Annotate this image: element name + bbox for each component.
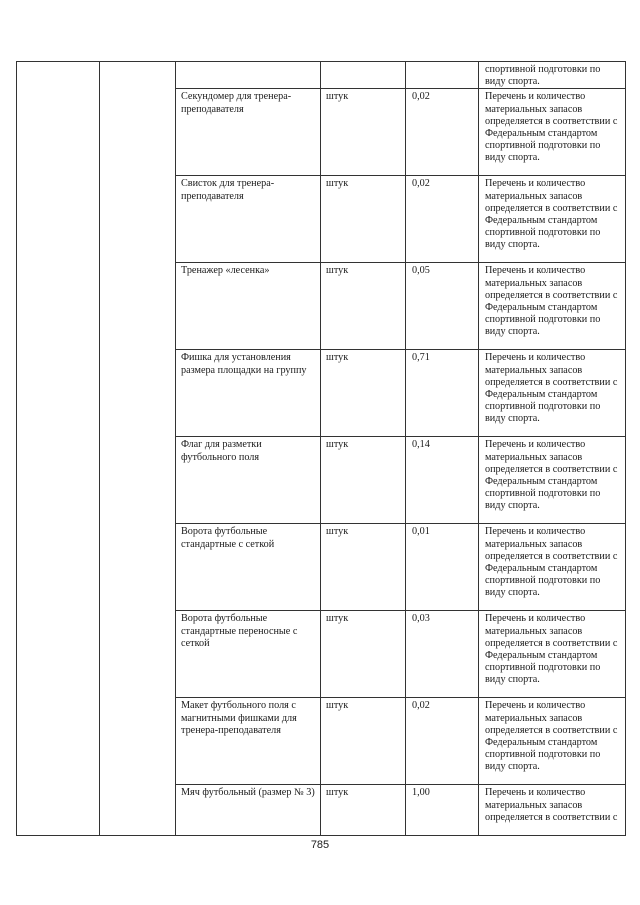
item-name: Свисток для тренера-преподавателя xyxy=(181,178,275,202)
quantity-cell xyxy=(406,350,479,437)
page-number: 785 xyxy=(310,839,330,851)
quantity-cell xyxy=(406,176,479,263)
unit-cell xyxy=(321,263,406,350)
notes-cell xyxy=(479,350,626,437)
item-notes: спортивной подготовки по виду спорта. xyxy=(485,64,601,88)
unit-cell xyxy=(321,611,406,698)
unit-cell xyxy=(321,524,406,611)
item-notes: Перечень и количество материальных запасов определяется в соответствии с Федеральным стандартом спортивной подготовки по виду спорта. xyxy=(485,91,618,164)
item-name: Секундомер для тренера-преподавателя xyxy=(181,91,292,115)
item-quantity: 0,14 xyxy=(412,439,430,451)
item-name: Фишка для установления размера площадки на группу xyxy=(181,352,307,376)
item-quantity: 0,05 xyxy=(412,265,430,277)
item-quantity: 0,02 xyxy=(412,700,430,712)
item-name: Мяч футбольный (размер № 3) xyxy=(181,787,315,799)
item-notes: Перечень и количество материальных запасов определяется в соответствии с xyxy=(485,787,618,823)
item-name: Ворота футбольные стандартные с сеткой xyxy=(181,526,275,550)
item-unit: штук xyxy=(326,613,349,625)
item-name-cell xyxy=(176,698,321,785)
item-unit: штук xyxy=(326,91,349,103)
table-row xyxy=(17,62,626,89)
unit-cell xyxy=(321,176,406,263)
quantity-cell xyxy=(406,785,479,836)
item-name-cell xyxy=(176,611,321,698)
item-unit: штук xyxy=(326,439,349,451)
item-quantity: 0,03 xyxy=(412,613,430,625)
item-quantity: 0,71 xyxy=(412,352,430,364)
item-name-cell xyxy=(176,176,321,263)
notes-cell xyxy=(479,437,626,524)
item-notes: Перечень и количество материальных запасов определяется в соответствии с Федеральным стандартом спортивной подготовки по виду спорта. xyxy=(485,352,618,425)
quantity-cell xyxy=(406,62,479,89)
quantity-cell xyxy=(406,524,479,611)
quantity-cell xyxy=(406,263,479,350)
item-unit: штук xyxy=(326,265,349,277)
item-unit xyxy=(321,62,405,64)
item-unit: штук xyxy=(326,352,349,364)
notes-cell xyxy=(479,62,626,89)
item-name-cell xyxy=(176,785,321,836)
notes-cell xyxy=(479,611,626,698)
unit-cell xyxy=(321,350,406,437)
item-notes: Перечень и количество материальных запасов определяется в соответствии с Федеральным стандартом спортивной подготовки по виду спорта. xyxy=(485,526,618,599)
item-notes: Перечень и количество материальных запасов определяется в соответствии с Федеральным стандартом спортивной подготовки по виду спорта. xyxy=(485,178,618,251)
item-notes: Перечень и количество материальных запасов определяется в соответствии с Федеральным стандартом спортивной подготовки по виду спорта. xyxy=(485,700,618,773)
item-name: Ворота футбольные стандартные переносные с сеткой xyxy=(181,613,298,649)
item-name-cell xyxy=(176,62,321,89)
item-name-cell xyxy=(176,437,321,524)
item-quantity: 0,02 xyxy=(412,178,430,190)
quantity-cell xyxy=(406,611,479,698)
item-quantity xyxy=(406,62,478,64)
item-quantity: 0,02 xyxy=(412,91,430,103)
item-unit: штук xyxy=(326,700,349,712)
unit-cell xyxy=(321,698,406,785)
item-notes: Перечень и количество материальных запасов определяется в соответствии с Федеральным стандартом спортивной подготовки по виду спорта. xyxy=(485,265,618,338)
item-name: Тренажер «лесенка» xyxy=(181,265,270,277)
notes-cell xyxy=(479,263,626,350)
unit-cell xyxy=(321,437,406,524)
quantity-cell xyxy=(406,437,479,524)
notes-cell xyxy=(479,89,626,176)
quantity-cell xyxy=(406,698,479,785)
item-quantity: 1,00 xyxy=(412,787,430,799)
merged-empty-cell xyxy=(17,62,100,836)
item-unit: штук xyxy=(326,526,349,538)
notes-cell xyxy=(479,176,626,263)
item-unit: штук xyxy=(326,787,349,799)
item-notes: Перечень и количество материальных запасов определяется в соответствии с Федеральным стандартом спортивной подготовки по виду спорта. xyxy=(485,439,618,512)
unit-cell xyxy=(321,62,406,89)
materials-table xyxy=(16,61,626,836)
item-name-cell xyxy=(176,350,321,437)
merged-empty-cell xyxy=(100,62,176,836)
item-name xyxy=(176,62,320,64)
item-name-cell xyxy=(176,524,321,611)
unit-cell xyxy=(321,89,406,176)
item-notes: Перечень и количество материальных запасов определяется в соответствии с Федеральным стандартом спортивной подготовки по виду спорта. xyxy=(485,613,618,686)
quantity-cell xyxy=(406,89,479,176)
unit-cell xyxy=(321,785,406,836)
item-name: Флаг для разметки футбольного поля xyxy=(181,439,262,463)
item-unit: штук xyxy=(326,178,349,190)
notes-cell xyxy=(479,785,626,836)
item-name: Макет футбольного поля с магнитными фишками для тренера-преподавателя xyxy=(181,700,297,736)
item-quantity: 0,01 xyxy=(412,526,430,538)
notes-cell xyxy=(479,698,626,785)
item-name-cell xyxy=(176,89,321,176)
notes-cell xyxy=(479,524,626,611)
item-name-cell xyxy=(176,263,321,350)
